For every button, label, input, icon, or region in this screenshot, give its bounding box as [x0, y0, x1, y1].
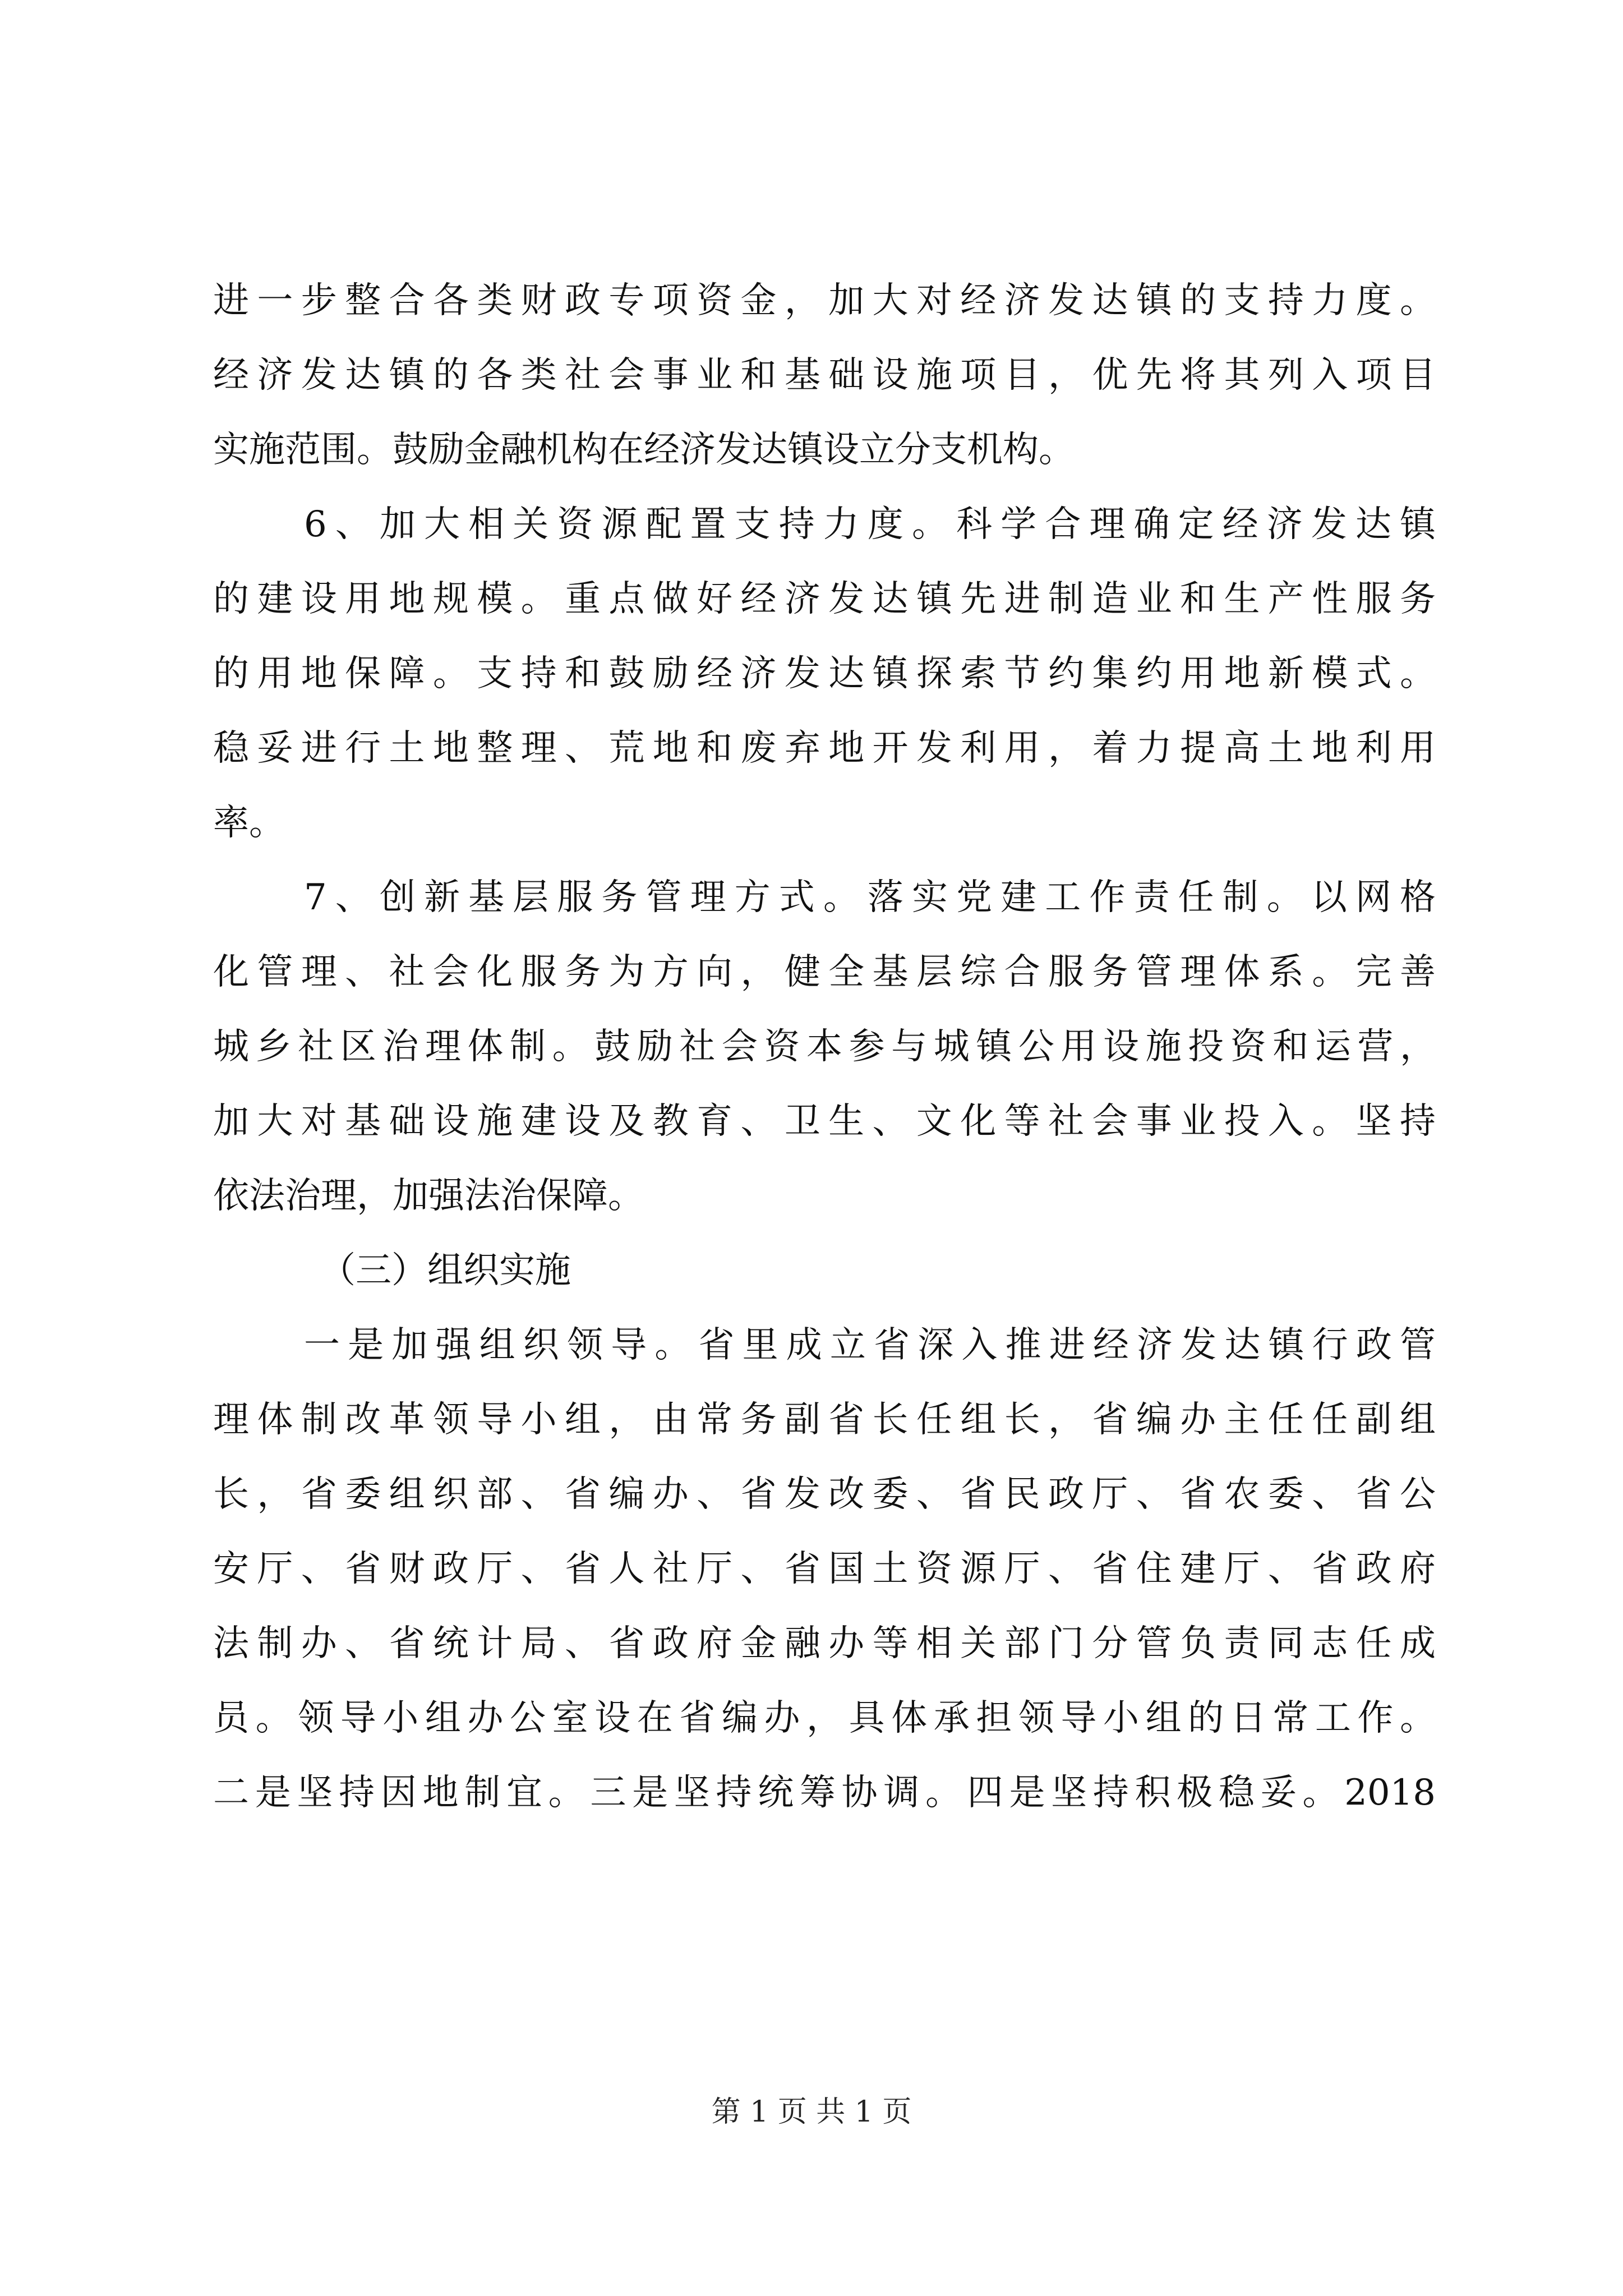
text-line-3: 实施范围。鼓励金融机构在经济发达镇设立分支机构。: [213, 429, 1075, 471]
document-body: [213, 264, 1436, 1830]
text-line-2: 经济发达镇的各类社会事业和基础设施项目，优先将其列入项目: [213, 355, 1436, 396]
page-footer: 第 1 页 共 1 页: [711, 2095, 912, 2129]
paragraph-7-line-3: 城乡社区治理体制。鼓励社会资本参与城镇公用设施投资和运营，: [213, 1026, 1436, 1068]
implementation-line-2: 理体制改革领导小组，由常务副省长任组长，省编办主任任副组: [213, 1399, 1436, 1441]
paragraph-7-line-4: 加大对基础设施建设及教育、卫生、文化等社会事业投入。坚持: [213, 1101, 1436, 1142]
implementation-line-1: 一是加强组织领导。省里成立省深入推进经济发达镇行政管: [304, 1324, 1436, 1366]
section-heading: （三）组织实施: [320, 1250, 571, 1291]
paragraph-6-line-4: 稳妥进行土地整理、荒地和废弃地开发利用，着力提高土地利用: [213, 728, 1436, 769]
text-line-1: 进一步整合各类财政专项资金，加大对经济发达镇的支持力度。: [213, 280, 1436, 321]
paragraph-6-line-3: 的用地保障。支持和鼓励经济发达镇探索节约集约用地新模式。: [213, 653, 1436, 694]
paragraph-6-line-1: 6、加大相关资源配置支持力度。科学合理确定经济发达镇: [304, 504, 1436, 545]
implementation-line-3: 长，省委组织部、省编办、省发改委、省民政厅、省农委、省公: [213, 1474, 1436, 1515]
implementation-line-5: 法制办、省统计局、省政府金融办等相关部门分管负责同志任成: [213, 1623, 1436, 1664]
paragraph-7-line-5: 依法治理，加强法治保障。: [213, 1175, 644, 1217]
paragraph-7-line-1: 7、创新基层服务管理方式。落实党建工作责任制。以网格: [304, 877, 1436, 918]
implementation-line-7: 二是坚持因地制宜。三是坚持统筹协调。四是坚持积极稳妥。2018: [213, 1772, 1436, 1814]
paragraph-7-line-2: 化管理、社会化服务为方向，健全基层综合服务管理体系。完善: [213, 951, 1436, 993]
paragraph-6-line-2: 的建设用地规模。重点做好经济发达镇先进制造业和生产性服务: [213, 578, 1436, 620]
paragraph-6-line-5: 率。: [213, 802, 285, 844]
implementation-line-6: 员。领导小组办公室设在省编办，具体承担领导小组的日常工作。: [213, 1697, 1436, 1739]
implementation-line-4: 安厅、省财政厅、省人社厅、省国土资源厅、省住建厅、省政府: [213, 1548, 1436, 1590]
